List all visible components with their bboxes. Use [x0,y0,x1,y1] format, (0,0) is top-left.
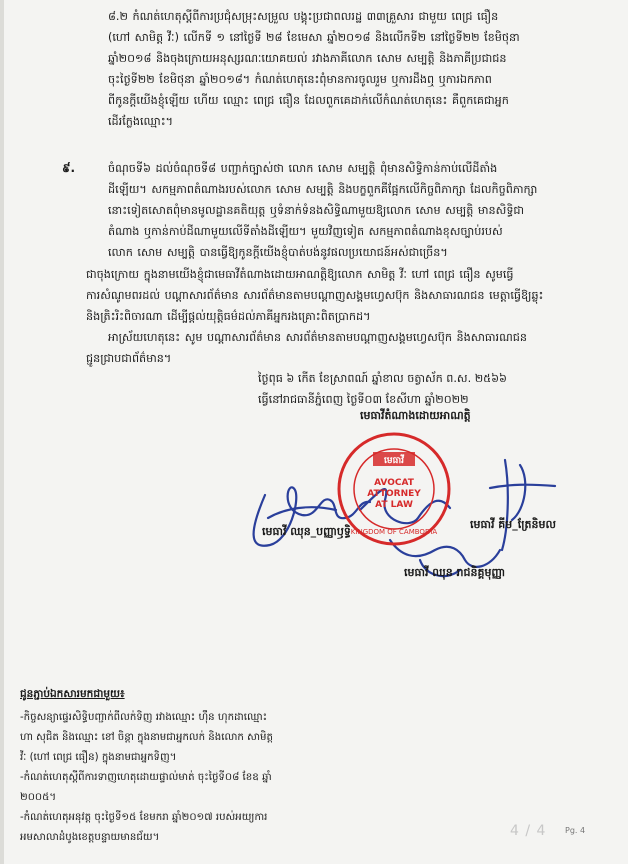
conclusion-line: អាស្រ័យហេតុនេះ សូម បណ្ដាសារព័ត៌មាន សារព័ត៌មានតាមបណ្ដាញសង្គមហ្វេសប៊ុក និងសាធារណជន [108,331,527,344]
section-8-2 [108,6,608,132]
section-9-number: ៩. [62,161,76,175]
attachments-list [20,708,320,848]
section-8-2-line: (ហៅ សាមិត្ត វីៈ) លើកទី ១ នៅថ្ងៃទី ២៨ ខែមេសា ឆ្នាំ២០១៨ និងលើកទី២ នៅថ្ងៃទី២២ ខែមិថុនា [108,31,520,44]
lawyer-title: មេធាវីតំណាងដោយអាណត្តិ [360,409,471,422]
conclusion-line: ជ្ជូនជ្រាបជាព័ត៌មាន។ [86,352,172,365]
conclusion-line: និងត្រិះរិះពិចារណា ដើម្បីផ្ដល់យុត្តិធម៌ដល់ភាគីអ្នករងគ្រោះពិតប្រាកដ។ [86,310,371,323]
conclusion-line: ការសំណូមពរដល់ បណ្ដាសារព័ត៌មាន សារព័ត៌មានតាមបណ្ដាញសង្គមហ្វេសប៊ុក និងសាធារណជន មេត្តាធ្វើឱ្យឆ្លុះ [86,289,544,302]
signer-2: មេធាវី ឈុន_បញ្ញាឫទ្ធិ [262,525,351,538]
stamp-line2: ATTORNEY [367,489,421,499]
conclusion-line: ជាចុងក្រោយ ក្នុងនាមយើងខ្ញុំជាមេធាវីតំណាងដោយអាណត្តិឱ្យលោក សាមិត្ត វីៈ ហៅ ពេជ្រ ធឿន សូមធ្វើ [86,268,514,281]
section-9-line: ចំណុចទី៦ ដល់ចំណុចទី៨ បញ្ជាក់ច្បាស់ថា លោក សោម សម្បត្តិ ពុំមានសិទ្ធិកាន់កាប់លើដីតាំង [108,162,498,175]
attachments-title: ជូនភ្ជាប់ឯកសារមកជាមួយ៖ [20,688,125,700]
place-date: ធ្វើនៅរាជធានីភ្នំពេញ ថ្ងៃទី០៣ ខែសីហា ឆ្នាំ២០២២ [258,393,469,406]
attachment-line: -កិច្ចសន្យាផ្ទេរសិទ្ធិបញ្ជាក់ពីលក់ទិញ រវាងឈ្មោះ ហ៊ឹន ហុកដាឈ្មោះ [20,712,268,723]
attachment-line: ២០០៥។ [20,792,57,803]
section-9-line: លោក សោម សម្បត្តិ បានធ្វើឱ្យកូនក្ដីយើងខ្ញុំបាត់បង់នូវផលប្រយោជន៍អស់ជាច្រើន។ [108,246,448,259]
attachment-line: -កំណត់ហេតុស្ដីពីការទាញហេតុដោយផ្ទាល់មាត់ ចុះថ្ងៃទី០៨ ខែឧ ឆ្នាំ [20,772,272,783]
conclusion [86,264,608,369]
section-9 [108,158,608,263]
section-8-2-line: ៨.២ កំណត់ហេតុស្ដីពីការប្រជុំសម្រុះសម្រួល បង្គុះប្រជាពលរដ្ឋ ៣៣គ្រួសារ ជាមួយ ពេជ្រ ធឿន [108,10,499,23]
signer-3: មេធាវី ឈុន រាជនិគ្គមុញ្ញា [404,566,506,579]
section-8-2-line: ដើរក្លែងឈ្មោះ។ [108,115,174,128]
section-8-2-line: ពីកូនក្ដីយើងខ្ញុំឡើយ ហើយ ឈ្មោះ ពេជ្រ ធឿន ដែលពួកគេដាក់លើកំណត់ហេតុនេះ គឺពួកគេជាអ្នក [108,94,509,107]
stamp-bottom-text: KINGDOM OF CAMBODIA [350,528,438,536]
page-number: 4 / 4 [510,823,547,839]
section-8-2-line: ចុះថ្ងៃទី២២ ខែមិថុនា ឆ្នាំ២០១៨។ កំណត់ហេតុនេះពុំមានការចូលរួម ឬការដឹងឮ ឬការឯកភាព [108,73,492,86]
section-9-line: តំណាង ឬកាន់កាប់ដីណាមួយលើទីតាំងដីឡើយ។ មួយវិញទៀត សកម្មភាពតំណាងខុសច្បាប់របស់ [108,225,503,238]
signer-1: មេធាវី គីម_ត្រែនិមល [470,518,556,531]
stamp-line1: AVOCAT [374,478,414,488]
stamp-top-text: មេធាវី [384,456,404,466]
attachment-line: -កំណត់ហេតុអនុវត្ត ចុះថ្ងៃទី១៥ ខែមករា ឆ្នាំ២០១៧ របស់អយ្យការ [20,812,268,823]
law-stamp-icon [335,430,453,548]
page-label: Pg. 4 [565,826,586,835]
attachment-line: អមសាលាដំបូងខេត្តបន្ទាយមានជ័យ។ [20,832,160,843]
page-edge [0,0,4,864]
stamp-line3: AT LAW [375,500,413,510]
section-9-line: នោះទៀតសោតពុំមានមូលដ្ឋានគតិយុត្ត ឬទំនាក់ទំនងសិទ្ធិណាមួយឱ្យលោក សោម សម្បត្តិ មានសិទ្ធិជា [108,204,525,217]
section-9-line: ដីឡើយ។ សកម្មភាពតំណាងរបស់លោក សោម សម្បត្តិ និងបក្ខពួកគឺផ្អែកលើកិច្ចពិភាក្សា ដែលកិច្ចពិភាក្សា [108,183,538,196]
attachment-line: ហា សុជិត និងឈ្មោះ ខៅ ចិន្តា ក្នុងនាមជាអ្នកលក់ និងលោក សាមិត្ត [20,732,273,743]
section-8-2-line: ឆ្នាំ២០១៨ និងចុងក្រោយអនុស្សរណៈយោគយល់ រវាងភាគីលោក សោម សម្បត្តិ និងភាគីប្រជាជន [108,52,507,65]
attachment-line: វីៈ (ហៅ ពេជ្រ ធឿន) ក្នុងនាមជាអ្នកទិញ។ [20,752,177,763]
lunar-date: ថ្ងៃពុធ ៦ កើត ខែស្រាពណ៍ ឆ្នាំខាល ចត្វាស័ក ព.ស. ២៥៦៦ [258,372,507,385]
